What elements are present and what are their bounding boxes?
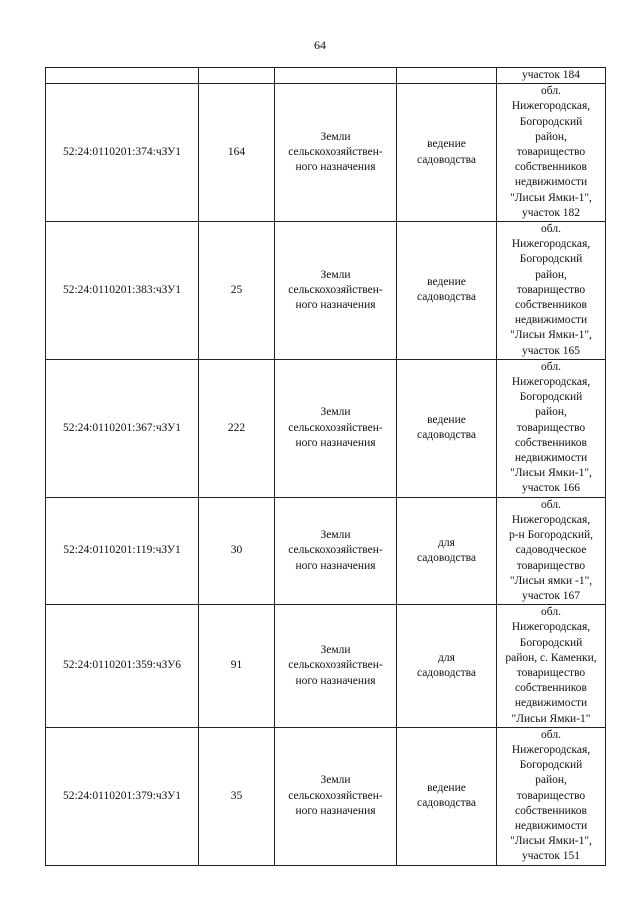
address-cell-line: садоводческое — [515, 544, 587, 557]
address-cell-line: недвижимости — [514, 819, 588, 832]
address-cell-line: участок 184 — [521, 69, 581, 81]
address-cell — [497, 222, 606, 360]
area-cell: 30 — [199, 497, 275, 604]
area-cell — [199, 68, 275, 84]
land-category-cell-line: ного назначения — [295, 804, 376, 817]
area-cell: 25 — [199, 222, 275, 360]
address-cell-line: Богородский — [519, 759, 583, 772]
permitted-use-cell — [397, 222, 497, 360]
area-cell: 164 — [199, 84, 275, 222]
address-cell-line: товарищество — [516, 283, 586, 296]
permitted-use-cell — [397, 84, 497, 222]
land-category-cell-line: ного назначения — [295, 559, 376, 572]
address-cell-line: Нижегородская, — [511, 513, 591, 526]
address-cell — [497, 727, 606, 865]
land-category-cell-line: ного назначения — [295, 674, 376, 687]
table-body — [46, 68, 606, 866]
address-cell-line: собственников — [515, 161, 587, 174]
land-category-cell-line: сельскохозяйствен- — [288, 544, 383, 557]
permitted-use-cell-line: садоводства — [416, 797, 477, 810]
table-row — [46, 605, 606, 728]
address-cell-line: обл. — [541, 85, 561, 98]
address-cell-line: "Лисьи Ямки-1" — [511, 712, 591, 725]
land-category-cell — [275, 84, 397, 222]
land-category-cell-line: ного назначения — [295, 436, 376, 449]
address-cell-line: Нижегородская, — [511, 238, 591, 251]
address-cell — [497, 68, 606, 84]
address-cell-line: район, — [535, 406, 567, 419]
land-category-cell-line: ного назначения — [295, 161, 376, 174]
address-cell-line: Богородский — [519, 391, 583, 404]
cadastral-number-cell — [46, 68, 199, 84]
address-cell-line: обл. — [541, 498, 561, 511]
cadastral-number-cell: 52:24:0110201:379:чЗУ1 — [46, 727, 199, 865]
land-category-cell — [275, 727, 397, 865]
permitted-use-cell — [397, 727, 497, 865]
address-cell-line: район, с. Каменки, — [505, 651, 597, 664]
address-cell-line: участок 165 — [521, 344, 581, 357]
address-cell-line: участок 151 — [521, 850, 581, 863]
land-category-cell-line: сельскохозяйствен- — [288, 421, 383, 434]
address-cell-line: собственников — [515, 682, 587, 695]
land-category-cell-line: сельскохозяйствен- — [288, 659, 383, 672]
address-cell-line: собственников — [515, 436, 587, 449]
land-category-cell-line: сельскохозяйствен- — [288, 283, 383, 296]
permitted-use-cell — [397, 497, 497, 604]
table-row — [46, 84, 606, 222]
table-row — [46, 359, 606, 497]
permitted-use-cell — [397, 68, 497, 84]
cadastral-number-cell: 52:24:0110201:374:чЗУ1 — [46, 84, 199, 222]
address-cell-line: обл. — [541, 223, 561, 236]
table-row — [46, 222, 606, 360]
land-category-cell — [275, 222, 397, 360]
table-row — [46, 68, 606, 84]
land-category-cell-line: ного назначения — [295, 299, 376, 312]
address-cell-line: собственников — [515, 299, 587, 312]
address-cell-line: "Лисьи Ямки-1", — [510, 835, 592, 848]
address-cell-line: "Лисьи Ямки-1", — [510, 467, 592, 480]
address-cell-line: недвижимости — [514, 314, 588, 327]
address-cell-line: недвижимости — [514, 452, 588, 465]
land-category-cell-line: Земли — [320, 268, 351, 281]
address-cell-line: товарищество — [516, 421, 586, 434]
address-cell-line: обл. — [541, 360, 561, 373]
area-cell: 35 — [199, 727, 275, 865]
permitted-use-cell-line: ведение — [427, 138, 466, 151]
land-category-cell-line: сельскохозяйствен- — [288, 146, 383, 159]
permitted-use-cell-line: для — [438, 651, 455, 664]
address-cell-line: участок 166 — [521, 482, 581, 495]
address-cell-line: товарищество — [516, 789, 586, 802]
address-cell-line: Богородский — [519, 636, 583, 649]
address-cell-line: район, — [535, 268, 567, 281]
permitted-use-cell-line: для — [438, 536, 455, 549]
land-plots-table — [45, 67, 606, 866]
address-cell-line: недвижимости — [514, 697, 588, 710]
land-category-cell — [275, 68, 397, 84]
land-category-cell-line: Земли — [320, 130, 351, 143]
land-category-cell-line: Земли — [320, 644, 351, 657]
cadastral-number-cell: 52:24:0110201:367:чЗУ1 — [46, 359, 199, 497]
address-cell-line: собственников — [515, 804, 587, 817]
address-cell — [497, 497, 606, 604]
address-cell-line: товарищество — [516, 146, 586, 159]
table-row — [46, 727, 606, 865]
address-cell — [497, 359, 606, 497]
page-number: 64 — [314, 38, 326, 52]
address-cell-line: "Лисьи ямки -1", — [509, 574, 593, 587]
land-category-cell — [275, 497, 397, 604]
permitted-use-cell-line: ведение — [427, 414, 466, 427]
table-row — [46, 497, 606, 604]
address-cell-line: Нижегородская, — [511, 621, 591, 634]
land-category-cell-line: Земли — [320, 406, 351, 419]
address-cell-line: обл. — [541, 606, 561, 619]
land-category-cell-line: сельскохозяйствен- — [288, 789, 383, 802]
address-cell-line: Нижегородская, — [511, 100, 591, 113]
permitted-use-cell-line: садоводства — [416, 666, 477, 679]
address-cell — [497, 84, 606, 222]
permitted-use-cell-line: садоводства — [416, 291, 477, 304]
area-cell: 222 — [199, 359, 275, 497]
address-cell-line: товарищество — [516, 559, 586, 572]
cadastral-number-cell: 52:24:0110201:359:чЗУ6 — [46, 605, 199, 728]
address-cell-line: недвижимости — [514, 176, 588, 189]
permitted-use-cell — [397, 359, 497, 497]
address-cell-line: Нижегородская, — [511, 743, 591, 756]
address-cell-line: Нижегородская, — [511, 376, 591, 389]
permitted-use-cell-line: садоводства — [416, 551, 477, 564]
address-cell-line: Богородский — [519, 253, 583, 266]
address-cell-line: товарищество — [516, 666, 586, 679]
cadastral-number-cell: 52:24:0110201:383:чЗУ1 — [46, 222, 199, 360]
address-cell-line: "Лисьи Ямки-1", — [510, 329, 592, 342]
address-cell-line: "Лисьи Ямки-1", — [510, 191, 592, 204]
land-category-cell — [275, 605, 397, 728]
address-cell-line: район, — [535, 774, 567, 787]
area-cell: 91 — [199, 605, 275, 728]
permitted-use-cell-line: ведение — [427, 781, 466, 794]
address-cell-line: участок 182 — [521, 206, 581, 219]
address-cell — [497, 605, 606, 728]
address-cell-line: р-н Богородский, — [508, 529, 594, 542]
address-cell-line: район, — [535, 130, 567, 143]
address-cell-line: Богородский — [519, 115, 583, 128]
address-cell-line: обл. — [541, 728, 561, 741]
permitted-use-cell-line: садоводства — [416, 153, 477, 166]
land-category-cell-line: Земли — [320, 529, 351, 542]
land-category-cell-line: Земли — [320, 774, 351, 787]
cadastral-number-cell: 52:24:0110201:119:чЗУ1 — [46, 497, 199, 604]
land-category-cell — [275, 359, 397, 497]
permitted-use-cell — [397, 605, 497, 728]
permitted-use-cell-line: садоводства — [416, 429, 477, 442]
permitted-use-cell-line: ведение — [427, 276, 466, 289]
address-cell-line: участок 167 — [521, 589, 581, 602]
